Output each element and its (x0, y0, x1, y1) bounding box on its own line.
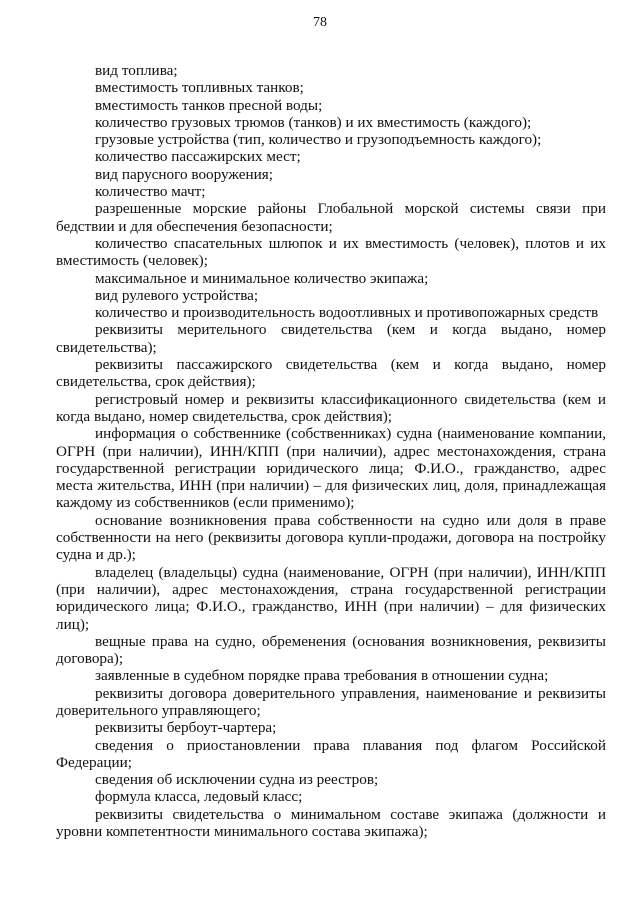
list-item: вместимость танков пресной воды; (95, 96, 323, 114)
list-item: владелец (владельцы) судна (наименование, ОГРН (при наличии), ИНН/КПП (при наличии), адрес местонахождения, страна государственной регистрации юридического лица; Ф.И.О., гражданство, ИНН (при наличии) – для физических лиц); (56, 563, 606, 633)
list-item: вид топлива; (95, 62, 178, 79)
list-item: реквизиты договора доверительного управления, наименование и реквизиты доверительного управляющего; (56, 684, 606, 719)
list-item: количество пассажирских мест; (95, 148, 301, 166)
list-item: информация о собственнике (собственниках) судна (наименование компании, ОГРН (при наличии), ИНН/КПП (при наличии), адрес местонахождения, страна государственной регистрации юридического лица; Ф.И.О., гражданство, адрес места жительства, ИНН (при наличии) – для физических лиц, доля, принадлежащая каждому из собственников (если применимо); (56, 425, 606, 512)
list-item: вещные права на судно, обременения (основания возникновения, реквизиты договора); (56, 632, 606, 668)
list-item: максимальное и минимальное количество экипажа; (95, 269, 429, 287)
list-item: сведения о приостановлении права плавания под флагом Российской Федерации; (56, 736, 606, 771)
list-item: реквизиты мерительного свидетельства (кем и когда выдано, номер свидетельства); (56, 321, 606, 356)
list-item: заявленные в судебном порядке права требования в отношении судна; (95, 667, 549, 685)
list-item: разрешенные морские районы Глобальной морской системы связи при бедствии и для обеспечения безопасности; (56, 200, 606, 235)
list-item: реквизиты бербоут-чартера; (95, 719, 277, 737)
list-item: вместимость топливных танков; (95, 79, 304, 97)
list-item: количество спасательных шлюпок и их вместимость (человек), плотов и их вместимость (человек); (56, 234, 606, 270)
list-item: основание возникновения права собственности на судно или доля в праве собственности на него (реквизиты договора купли-продажи, договора на постройку судна и др.); (56, 511, 606, 564)
list-item: реквизиты свидетельства о минимальном составе экипажа (должности и уровни компетентности минимального состава экипажа); (56, 805, 606, 841)
list-item: вид рулевого устройства; (95, 286, 259, 304)
document-body (56, 62, 606, 840)
list-item: вид парусного вооружения; (95, 165, 273, 183)
list-item: количество и производительность водоотливных и противопожарных средств (95, 304, 599, 322)
page-number: 78 (313, 15, 327, 30)
list-item: количество грузовых трюмов (танков) и их вместимость (каждого); (95, 113, 532, 131)
list-item: сведения об исключении судна из реестров; (95, 771, 379, 789)
list-item: формула класса, ледовый класс; (95, 788, 303, 806)
list-item: количество мачт; (95, 183, 206, 201)
list-item: реквизиты пассажирского свидетельства (кем и когда выдано, номер свидетельства, срок действия); (56, 356, 606, 391)
list-item: грузовые устройства (тип, количество и грузоподъемность каждого); (95, 131, 542, 149)
list-item: регистровый номер и реквизиты классификационного свидетельства (кем и когда выдано, номер свидетельства, срок действия); (56, 390, 606, 425)
